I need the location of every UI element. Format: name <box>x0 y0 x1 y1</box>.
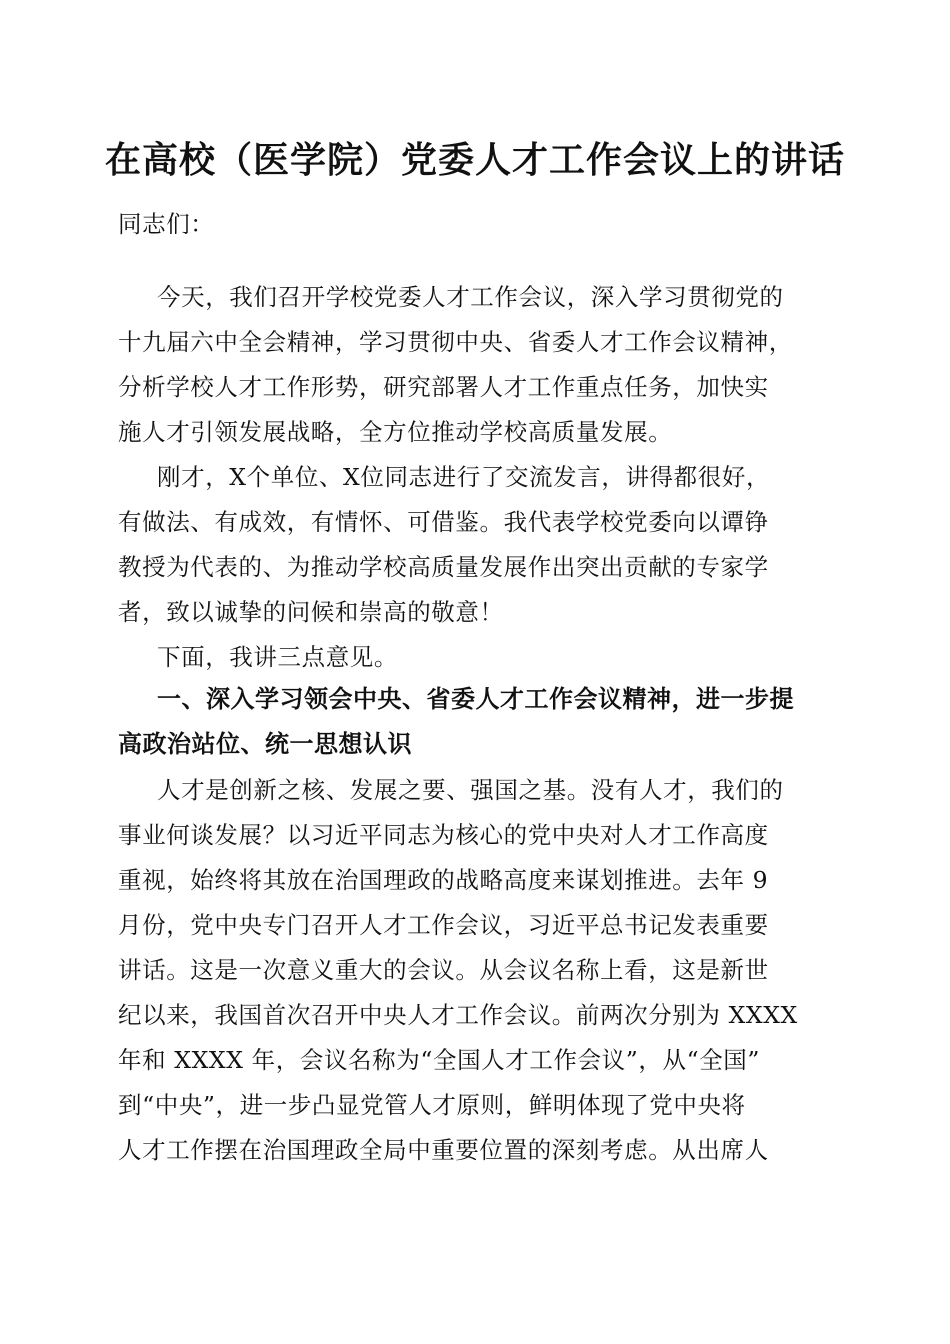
paragraph-line: 者，致以诚挚的问候和崇高的敬意！ <box>118 598 504 626</box>
paragraph-line: 到“中央”，进一步凸显党管人才原则，鲜明体现了党中央将 <box>118 1091 746 1119</box>
paragraph-line: 讲话。这是一次意义重大的会议。从会议名称上看，这是新世 <box>118 956 769 984</box>
paragraph-line: 重视，始终将其放在治国理政的战略高度来谋划推进。去年 9 <box>118 866 769 894</box>
paragraph-line: 施人才引领发展战略，全方位推动学校高质量发展。 <box>118 418 673 446</box>
paragraph-line: 教授为代表的、为推动学校高质量发展作出突出贡献的专家学 <box>118 553 769 581</box>
section-heading: 一、深入学习领会中央、省委人才工作会议精神，进一步提 <box>157 685 794 713</box>
paragraph-line: 分析学校人才工作形势，研究部署人才工作重点任务，加快实 <box>118 373 769 401</box>
paragraph-line: 有做法、有成效，有情怀、可借鉴。我代表学校党委向以谭铮 <box>118 508 769 536</box>
paragraph-line: 事业何谈发展？以习近平同志为核心的党中央对人才工作高度 <box>118 821 769 849</box>
document-title: 在高校（医学院）党委人才工作会议上的讲话 <box>104 139 845 181</box>
paragraph-line: 下面，我讲三点意见。 <box>157 643 398 671</box>
paragraph-line: 十九届六中全会精神，学习贯彻中央、省委人才工作会议精神， <box>118 328 793 356</box>
paragraph-line: 刚才，X个单位、X位同志进行了交流发言，讲得都很好， <box>157 463 771 491</box>
paragraph-line: 人才工作摆在治国理政全局中重要位置的深刻考虑。从出席人 <box>118 1136 769 1164</box>
paragraph-line: 月份，党中央专门召开人才工作会议，习近平总书记发表重要 <box>118 911 769 939</box>
section-heading: 高政治站位、统一思想认识 <box>118 730 412 758</box>
paragraph-line: 纪以来，我国首次召开中央人才工作会议。前两次分别为 XXXX <box>118 1001 798 1029</box>
salutation: 同志们： <box>118 210 215 238</box>
paragraph-line: 人才是创新之核、发展之要、强国之基。没有人才，我们的 <box>157 776 784 804</box>
paragraph-line: 年和 XXXX 年，会议名称为“全国人才工作会议”，从“全国” <box>118 1046 761 1074</box>
paragraph-line: 今天，我们召开学校党委人才工作会议，深入学习贯彻党的 <box>157 283 784 311</box>
